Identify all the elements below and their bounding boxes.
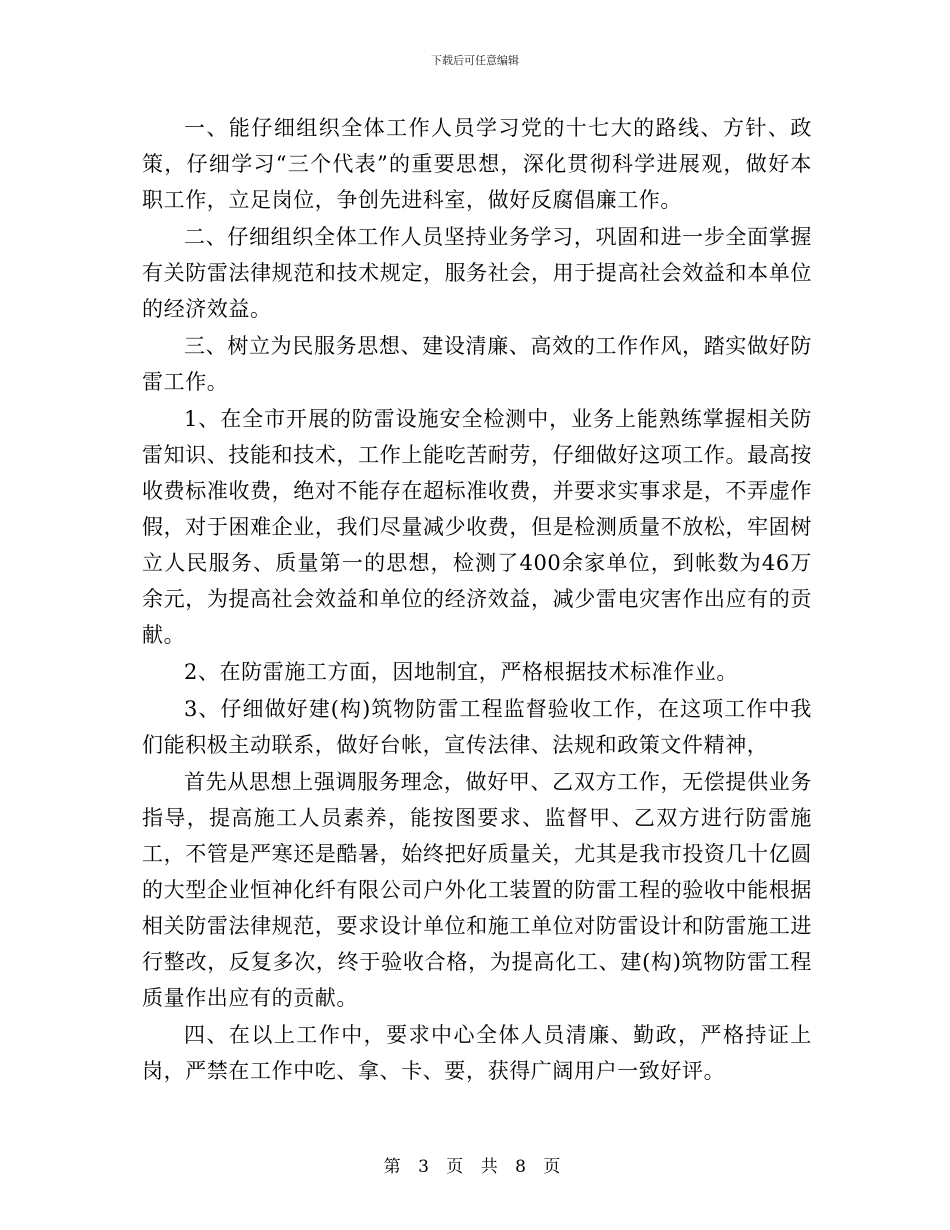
page-header: 下载后可任意编辑 [431, 54, 519, 67]
paragraph-section-4: 四、在以上工作中，要求中心全体人员清廉、勤政，严格持证上岗，严禁在工作中吃、拿、卡、要，获得广阔用户一致好评。 [142, 1023, 812, 1083]
page-number-footer: 第 3 页 共 8 页 [383, 1157, 567, 1177]
document-body [142, 110, 812, 1090]
paragraph-item-3-continued: 首先从思想上强调服务理念，做好甲、乙双方工作，无偿提供业务指导，提高施工人员素养，能按图要求、监督甲、乙双方进行防雷施工，不管是严寒还是酷暑，始终把好质量关，尤其是我市投资几十亿圆的大型企业恒神化纤有限公司户外化工装置的防雷工程的验收中能根据相关防雷法律规范，要求设计单位和施工单位对防雷设计和防雷施工进行整改，反复多次，终于验收合格，为提高化工、建(构)筑物防雷工程质量作出应有的贡献。 [142, 770, 812, 1010]
paragraph-item-2: 2、在防雷施工方面，因地制宜，严格根据技术标准作业。 [184, 660, 738, 684]
paragraph-item-1: 1、在全市开展的防雷设施安全检测中，业务上能熟练掌握相关防雷知识、技能和技术，工作上能吃苦耐劳，仔细做好这项工作。最高按收费标准收费，绝对不能存在超标准收费，并要求实事求是，不弄虚作假，对于困难企业，我们尽量减少收费，但是检测质量不放松，牢固树立人民服务、质量第一的思想，检测了400余家单位，到帐数为46万余元，为提高社会效益和单位的经济效益，减少雷电灾害作出应有的贡献。 [142, 407, 812, 647]
paragraph-section-1: 一、能仔细组织全体工作人员学习党的十七大的路线、方针、政策，仔细学习“三个代表”的重要思想，深化贯彻科学进展观，做好本职工作，立足岗位，争创先进科室，做好反腐倡廉工作。 [142, 116, 812, 212]
paragraph-section-2: 二、仔细组织全体工作人员坚持业务学习，巩固和进一步全面掌握有关防雷法律规范和技术规定，服务社会，用于提高社会效益和本单位的经济效益。 [142, 225, 812, 321]
paragraph-section-3: 三、树立为民服务思想、建设清廉、高效的工作作风，踏实做好防雷工作。 [142, 334, 812, 394]
paragraph-item-3: 3、仔细做好建(构)筑物防雷工程监督验收工作，在这项工作中我们能积极主动联系，做好台帐，宣传法律、法规和政策文件精神， [142, 697, 812, 757]
